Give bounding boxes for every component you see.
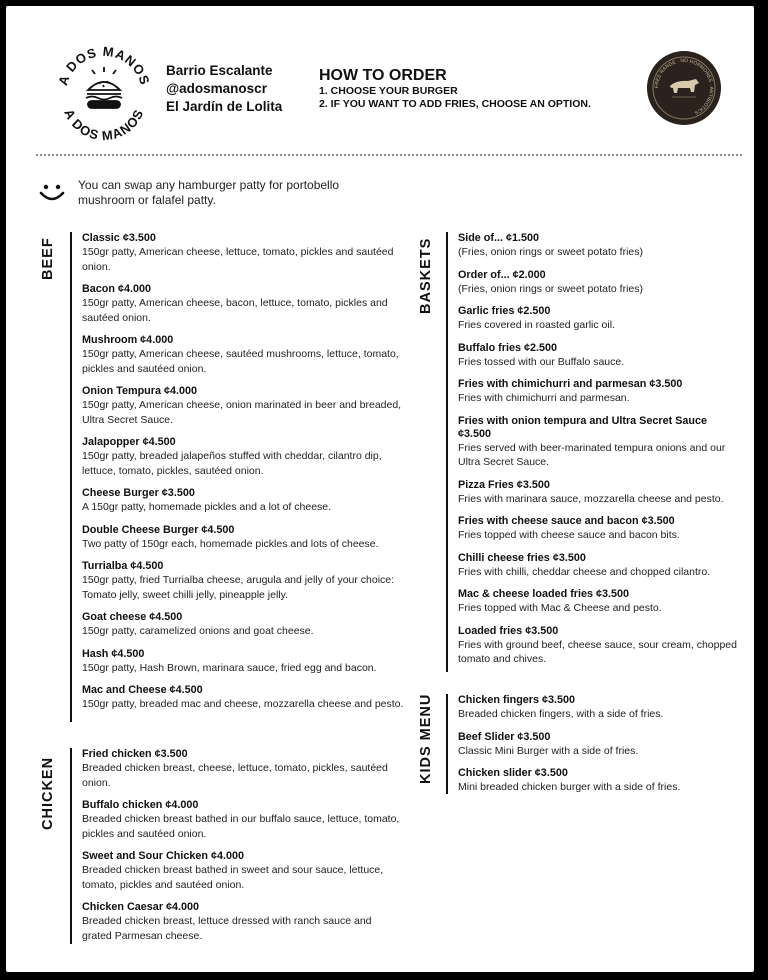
- menu-item-name: Jalapopper ¢4.500: [82, 436, 176, 448]
- menu-item-name: Buffalo fries ¢2.500: [458, 341, 558, 354]
- instagram-handle: @adosmanoscr: [166, 81, 267, 96]
- menu-item-fried-chicken: [82, 748, 404, 790]
- menu-item-name: Pizza Fries ¢3.500: [458, 478, 550, 491]
- menu-item-name: Fries with chimichurri and parmesan ¢3.500: [458, 378, 683, 390]
- menu-item-name: Fries with cheese sauce and bacon ¢3.500: [458, 515, 675, 527]
- menu-item-buffalo-fries: [458, 342, 738, 370]
- menu-item-garlic-fries: [458, 305, 738, 333]
- menu-item-desc: 150gr patty, American cheese, bacon, lettuce, tomato, pickles and sautéed onion.: [82, 297, 388, 324]
- menu-item-chimichurri-fries: [458, 378, 738, 406]
- header-divider: [36, 154, 742, 156]
- seal-text: FREE RANGE · NO HORMONES · ANTIBIOTICS: [653, 57, 715, 116]
- menu-item-bacon: [82, 283, 404, 325]
- menu-item-name: Mac and Cheese ¢4.500: [82, 684, 203, 696]
- baskets-section-bar: [446, 232, 448, 672]
- menu-item-desc: Fries with chilli, cheddar cheese and chopped cilantro.: [458, 565, 711, 578]
- menu-item-desc: Breaded chicken breast bathed in sweet and sour sauce, lettuce, tomato, pickles and sautéed onion.: [82, 864, 384, 891]
- menu-item-name: Cheese Burger ¢3.500: [82, 487, 195, 499]
- chicken-section: [40, 748, 410, 944]
- kids-section-label: KIDS MENU: [418, 693, 434, 784]
- menu-item-turrialba: [82, 560, 404, 602]
- menu-item-desc: Fries tossed with our Buffalo sauce.: [458, 355, 625, 368]
- menu-item-desc: Breaded chicken breast, lettuce dressed with ranch sauce and grated Parmesan cheese.: [82, 915, 372, 942]
- menu-item-desc: Two patty of 150gr each, homemade pickles and lots of cheese.: [82, 537, 379, 550]
- menu-item-name: Hash ¢4.500: [82, 647, 145, 660]
- burger-icon: [86, 67, 122, 108]
- menu-item-desc: Breaded chicken fingers, with a side of fries.: [458, 708, 664, 720]
- menu-item-desc: 150gr patty, Hash Brown, marinara sauce, fried egg and bacon.: [82, 661, 377, 674]
- menu-item-desc: Fries served with beer-marinated tempura onions and our Ultra Secret Sauce.: [458, 441, 726, 468]
- chicken-items: [82, 748, 404, 952]
- menu-item-desc: 150gr patty, breaded jalapeños stuffed with cheddar, cilantro dip, lettuce, tomato, pickles, sautéed onion.: [82, 450, 382, 477]
- menu-item-loaded-fries: [458, 625, 738, 667]
- chicken-section-bar: [70, 748, 72, 944]
- menu-item-name: Chicken fingers ¢3.500: [458, 694, 576, 706]
- menu-item-name: Loaded fries ¢3.500: [458, 624, 559, 637]
- logo-arc-top: A DOS MANOS: [55, 43, 153, 88]
- menu-item-onion-tempura-fries: [458, 415, 738, 470]
- menu-item-name: Classic ¢3.500: [82, 232, 156, 244]
- patty-swap-note: You can swap any hamburger patty for portobello mushroom or falafel patty.: [78, 178, 340, 207]
- menu-item-mac-cheese-loaded-fries: [458, 588, 738, 616]
- menu-item-desc: 150gr patty, breaded mac and cheese, mozzarella cheese and pesto.: [82, 698, 404, 710]
- menu-item-desc: 150gr patty, American cheese, onion marinated in beer and breaded, Ultra Secret Sauce.: [82, 399, 402, 426]
- menu-item-jalapopper: [82, 436, 404, 478]
- menu-item-name: Garlic fries ¢2.500: [458, 305, 551, 317]
- menu-item-classic: [82, 232, 404, 274]
- menu-item-chicken-fingers: [458, 694, 738, 722]
- location-info: [166, 62, 282, 116]
- venue-name: El Jardín de Lolita: [166, 99, 283, 114]
- menu-item-name: Chilli cheese fries ¢3.500: [458, 551, 586, 564]
- how-to-order-title: HOW TO ORDER: [319, 67, 447, 84]
- menu-item-desc: 150gr patty, American cheese, sautéed mushrooms, lettuce, tomato, pickles and sautéed onion.: [82, 348, 399, 375]
- menu-item-name: Turrialba ¢4.500: [82, 560, 164, 572]
- smiley-icon: [37, 178, 67, 208]
- menu-item-name: Chicken Caesar ¢4.000: [82, 901, 200, 913]
- menu-item-desc: Breaded chicken breast, cheese, lettuce, tomato, pickles, sautéed onion.: [82, 762, 388, 789]
- menu-item-double-cheese-burger: [82, 524, 404, 552]
- menu-item-desc: Fries with marinara sauce, mozzarella cheese and pesto.: [458, 492, 724, 505]
- menu-item-name: Sweet and Sour Chicken ¢4.000: [82, 850, 245, 862]
- kids-section-bar: [446, 694, 448, 794]
- beef-section-bar: [70, 232, 72, 722]
- menu-item-hash: [82, 648, 404, 676]
- menu-item-name: Goat cheese ¢4.500: [82, 611, 183, 623]
- menu-item-desc: Fries topped with Mac & Cheese and pesto.: [458, 602, 662, 614]
- menu-item-cheese-bacon-fries: [458, 515, 738, 543]
- menu-item-name: Side of... ¢1.500: [458, 232, 540, 244]
- menu-item-mac-and-cheese: [82, 684, 404, 712]
- menu-item-chilli-cheese-fries: [458, 552, 738, 580]
- menu-item-desc: (Fries, onion rings or sweet potato fries): [458, 246, 643, 258]
- beef-items: [82, 232, 404, 721]
- neighborhood: Barrio Escalante: [166, 63, 273, 78]
- baskets-section: [418, 232, 746, 672]
- menu-item-mushroom: [82, 334, 404, 376]
- menu-item-chicken-slider: [458, 767, 738, 795]
- menu-item-chicken-caesar: [82, 901, 404, 943]
- how-to-order-step-1: 1. CHOOSE YOUR BURGER: [319, 85, 458, 97]
- brand-logo: [52, 38, 156, 142]
- menu-item-desc: Breaded chicken breast bathed in our buffalo sauce, lettuce, tomato, pickles and sautéed onion.: [82, 813, 400, 840]
- menu-item-name: Mushroom ¢4.000: [82, 334, 174, 346]
- menu-item-name: Mac & cheese loaded fries ¢3.500: [458, 588, 630, 600]
- logo-arc-bottom: A DOS MANOS: [61, 106, 147, 142]
- menu-item-order-of: [458, 269, 738, 297]
- menu-item-goat-cheese: [82, 611, 404, 639]
- menu-item-name: Fries with onion tempura and Ultra Secret Sauce ¢3.500: [458, 414, 707, 440]
- menu-item-desc: Fries topped with cheese sauce and bacon bits.: [458, 529, 680, 541]
- how-to-order-step-2: 2. IF YOU WANT TO ADD FRIES, CHOOSE AN OPTION.: [319, 98, 591, 110]
- quality-seal: [646, 50, 722, 126]
- menu-item-sweet-and-sour-chicken: [82, 850, 404, 892]
- menu-item-desc: Fries with chimichurri and parmesan.: [458, 392, 630, 404]
- beef-section: [40, 232, 410, 722]
- baskets-section-label: BASKETS: [418, 237, 434, 314]
- menu-item-desc: Fries with ground beef, cheese sauce, sour cream, chopped tomato and chives.: [458, 638, 737, 665]
- menu-item-name: Chicken slider ¢3.500: [458, 767, 568, 779]
- menu-page: [6, 6, 754, 972]
- menu-item-desc: Fries covered in roasted garlic oil.: [458, 319, 615, 331]
- menu-item-desc: (Fries, onion rings or sweet potato fries): [458, 282, 643, 295]
- kids-section: [418, 693, 746, 794]
- kids-items: [458, 694, 738, 804]
- menu-item-cheese-burger: [82, 487, 404, 515]
- menu-item-onion-tempura: [82, 385, 404, 427]
- menu-item-name: Order of... ¢2.000: [458, 268, 546, 281]
- menu-item-name: Buffalo chicken ¢4.000: [82, 799, 199, 811]
- svg-text:A DOS MANOS: [55, 44, 153, 88]
- how-to-order: [319, 67, 591, 111]
- menu-item-desc: A 150gr patty, homemade pickles and a lot of cheese.: [82, 501, 332, 513]
- menu-item-beef-slider: [458, 731, 738, 759]
- menu-item-name: Double Cheese Burger ¢4.500: [82, 523, 235, 536]
- svg-text:A DOS MANOS: [61, 107, 146, 142]
- menu-item-pizza-fries: [458, 479, 738, 507]
- menu-item-side-of: [458, 232, 738, 260]
- chicken-section-label: CHICKEN: [40, 756, 56, 830]
- menu-item-desc: 150gr patty, fried Turrialba cheese, arugula and jelly of your choice: Tomato jelly, sweet chilli jelly, pineapple jelly.: [82, 574, 395, 601]
- baskets-items: [458, 232, 738, 676]
- menu-item-name: Bacon ¢4.000: [82, 283, 152, 295]
- menu-item-buffalo-chicken: [82, 799, 404, 841]
- menu-item-desc: 150gr patty, caramelized onions and goat cheese.: [82, 625, 314, 637]
- menu-item-desc: Classic Mini Burger with a side of fries.: [458, 744, 639, 757]
- menu-item-desc: 150gr patty, American cheese, lettuce, tomato, pickles and sautéed onion.: [82, 246, 394, 273]
- menu-item-name: Fried chicken ¢3.500: [82, 748, 188, 760]
- menu-item-desc: Mini breaded chicken burger with a side of fries.: [458, 781, 681, 793]
- menu-item-name: Beef Slider ¢3.500: [458, 730, 551, 743]
- menu-item-name: Onion Tempura ¢4.000: [82, 385, 198, 397]
- beef-section-label: BEEF: [40, 237, 56, 280]
